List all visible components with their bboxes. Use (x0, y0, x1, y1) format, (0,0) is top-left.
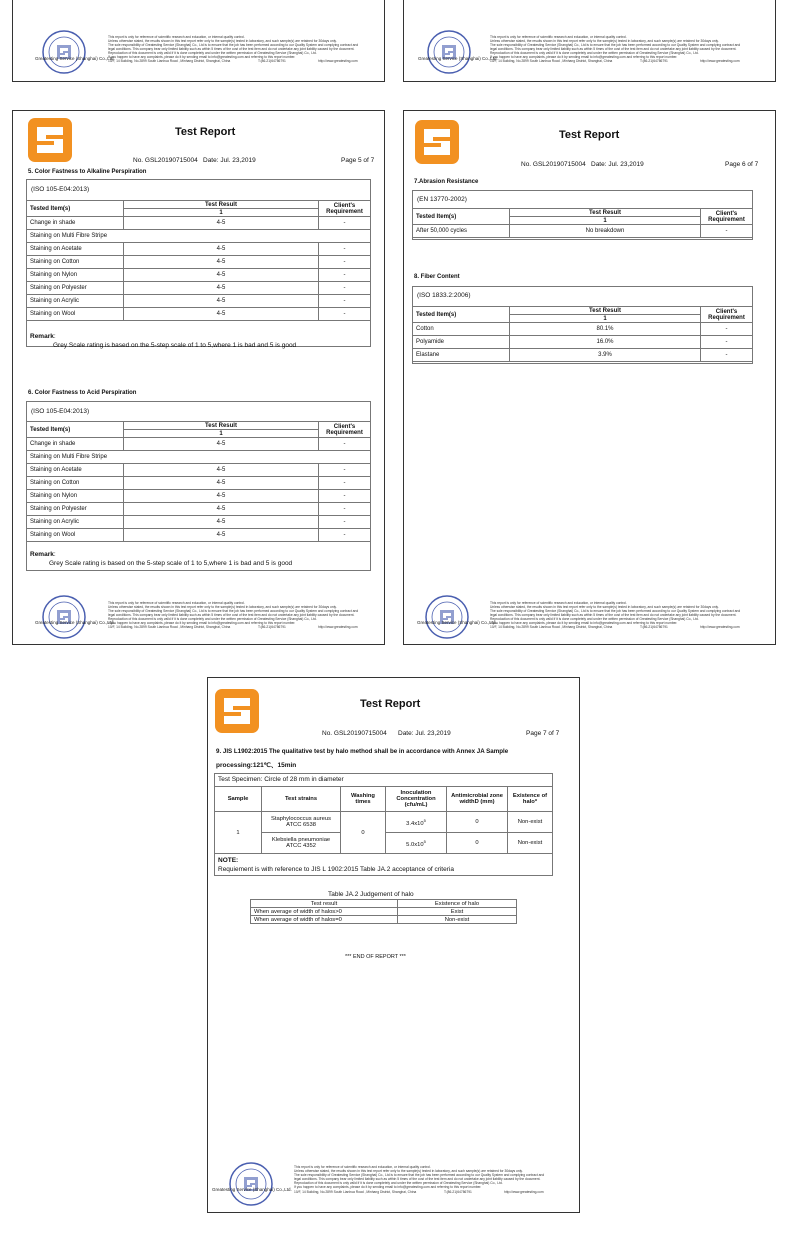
web-link[interactable]: http://www.greatesting.com (318, 625, 358, 629)
row-result: 4-5 (124, 438, 319, 451)
note-label: NOTE: (218, 857, 239, 864)
judgement-header: Existence of halo (398, 900, 517, 908)
company-name: Greatesting Service (Shanghai) Co.,Ltd. (35, 56, 115, 61)
web-link[interactable]: http://www.greatesting.com (700, 59, 740, 63)
footer-address (108, 625, 378, 629)
table-row (251, 900, 517, 908)
conc-base: 3.4x10 (406, 820, 424, 827)
row-req: - (319, 477, 371, 490)
tel-text: T:(86-21)64786791 (640, 625, 668, 629)
table-row (251, 916, 517, 924)
footer-disclaimer (108, 601, 378, 625)
footer-line: This report is only for reference of scientific research and education, or internal quality control. (294, 1165, 431, 1169)
table-row (27, 451, 371, 464)
row-req: - (319, 256, 371, 269)
row-result: 4-5 (124, 490, 319, 503)
footer-line: The sole responsibility of Greatesting Service (Shanghai) Co., Ltd is to ensure that the job has been performed according to our Quality System and complying contract and (108, 609, 359, 613)
tel-text: T:(86-21)64786791 (640, 59, 668, 63)
table-row (413, 349, 753, 362)
col-header-item: Tested Item(s) (413, 209, 510, 225)
footer-line: Unless otherwise stated, the results shown in this test report refer only to the sample(s) tested in laboratory, and such sample(s) are retained for 30days only. (294, 1169, 523, 1173)
row-req: - (319, 438, 371, 451)
row-req: - (319, 282, 371, 295)
table-row (27, 269, 371, 282)
judgement-cell: Exist (398, 908, 517, 916)
row-result: 4-5 (124, 217, 319, 230)
col-header-sub: 1 (124, 430, 319, 438)
row-item: Staining on Nylon (27, 490, 124, 503)
footer-disclaimer (490, 601, 770, 625)
page-4-bottom-left (12, 0, 385, 82)
table-row (27, 464, 371, 477)
address-text: 10/F, 14 Building, No.2899 South Lianhua Road , Minhang District, Shanghai, China (294, 1190, 417, 1194)
page-number: Page 5 of 7 (341, 157, 375, 164)
report-date: Date: Jul. 23,2019 (203, 157, 256, 164)
greatesting-logo-icon (414, 119, 460, 165)
footer-line: Unless otherwise stated, the results shown in this test report refer only to the sample(s) tested in laboratory, and such sample(s) are retained for 30days only. (108, 605, 337, 609)
footer-line: Reproduction of this document is only valid if it is done completely and under the written permission of Greatesting Service (Shanghai) Co., Ltd. (490, 617, 699, 621)
address-text: 10/F, 14 Building, No.2899 South Lianhua Road , Minhang District, Shanghai, China (490, 59, 613, 63)
footer-line: This report is only for reference of scientific research and education, or internal quality control. (490, 601, 627, 605)
remark-label: Remark: (30, 551, 56, 558)
row-result: 4-5 (124, 529, 319, 542)
table-row (27, 516, 371, 529)
row-req: - (319, 295, 371, 308)
judgement-cell: Non-exist (398, 916, 517, 924)
company-name: Greatesting Service (Shanghai) Co.,Ltd. (212, 1187, 292, 1192)
zone-cell: 0 (447, 833, 508, 854)
footer-line: Unless otherwise stated, the results shown in this test report refer only to the sample(s) tested in laboratory, and such sample(s) are retained for 30days only. (490, 39, 719, 43)
table-row (27, 308, 371, 321)
row-result: 80.1% (510, 323, 701, 336)
col-header-halo: Existence of halo* (508, 787, 553, 812)
test-standard: (ISO 105-E04:2013) (31, 186, 90, 193)
row-item: Staining on Multi Fibre Stripe (27, 451, 371, 464)
conc-exp: 5 (423, 838, 426, 844)
table-row (413, 336, 753, 349)
footer-line: Reproduction of this document is only valid if it is done completely and under the written permission of Greatesting Service (Shanghai) Co., Ltd. (490, 51, 699, 55)
section-heading: 6. Color Fastness to Acid Perspiration (28, 390, 137, 396)
results-table-7 (412, 208, 753, 238)
footer-disclaimer (490, 35, 770, 59)
tel-text: T:(86-21)64786791 (444, 1190, 472, 1194)
results-table-8 (412, 306, 753, 362)
footer-line: Unless otherwise stated, the results shown in this test report refer only to the sample(s) tested in laboratory, and such sample(s) are retained for 30days only. (108, 39, 337, 43)
col-header-washing: Washing times (341, 787, 386, 812)
page-number: Page 6 of 7 (725, 161, 759, 168)
footer-line: This report is only for reference of scientific research and education, or internal quality control. (490, 35, 627, 39)
row-item: After 50,000 cycles (413, 225, 510, 238)
judgement-table (250, 899, 517, 924)
row-req: - (701, 225, 753, 238)
page-7 (207, 677, 580, 1213)
company-name: Greatesting Service (Shanghai) Co.,Ltd. (35, 620, 115, 625)
col-header-item: Tested Item(s) (27, 201, 124, 217)
company-seal (424, 594, 470, 640)
row-req: - (319, 464, 371, 477)
col-header-client: Client's Requirement (319, 422, 371, 438)
address-text: 10/F, 14 Building, No.2899 South Lianhua Road , Minhang District, Shanghai, China (490, 625, 613, 629)
table-row (413, 225, 753, 238)
col-header-strains: Test strains (262, 787, 341, 812)
company-seal (41, 594, 87, 640)
row-req: - (319, 503, 371, 516)
col-header-sample: Sample (215, 787, 262, 812)
footer-line: If you happen to have any complaints, please do it by sending email to info@greatesting.com and referring to this report number. (108, 55, 296, 59)
web-link[interactable]: http://www.greatesting.com (504, 1190, 544, 1194)
section-heading: 7.Abrasion Resistance (414, 179, 479, 185)
row-item: Elastane (413, 349, 510, 362)
note-text: Requiement is with reference to JIS L 1902:2015 Table JA.2 acceptance of criteria (218, 866, 454, 873)
table-row (215, 812, 553, 833)
remark-label-text: Remark (30, 333, 54, 340)
row-item: Polyamide (413, 336, 510, 349)
table-row (27, 217, 371, 230)
washing-cell: 0 (341, 812, 386, 854)
report-title: Test Report (175, 126, 236, 138)
concentration-cell (386, 812, 447, 833)
footer-disclaimer (108, 35, 378, 59)
table-row (27, 295, 371, 308)
report-number: No. GSL20190715004 (521, 161, 586, 168)
test-standard: (EN 13770-2002) (417, 196, 467, 203)
col-header-result: Test Result (510, 209, 701, 217)
footer-disclaimer (294, 1165, 574, 1189)
col-header-sub: 1 (510, 315, 701, 323)
row-req: - (701, 349, 753, 362)
col-header-sub: 1 (124, 209, 319, 217)
footer-address (490, 59, 770, 63)
footer-line: If you happen to have any complaints, please do it by sending email to info@greatesting.com and referring to this report number. (294, 1185, 482, 1189)
row-result: 4-5 (124, 269, 319, 282)
row-item: Staining on Nylon (27, 269, 124, 282)
table-row (27, 529, 371, 542)
sample-cell: 1 (215, 812, 262, 854)
col-header-result: Test Result (124, 201, 319, 209)
row-item: Staining on Acetate (27, 464, 124, 477)
strain-cell: Staphylococcus aureus ATCC 6538 (262, 812, 341, 833)
row-result: 4-5 (124, 282, 319, 295)
section-heading: 5. Color Fastness to Alkaline Perspiration (28, 169, 147, 175)
footer-line: The sole responsibility of Greatesting Service (Shanghai) Co., Ltd is to ensure that the job has been performed according to our Quality System and complying contract and (490, 609, 741, 613)
greatesting-logo-icon (27, 117, 73, 163)
halo-cell: Non-exist (508, 812, 553, 833)
table-row (27, 256, 371, 269)
end-of-report: *** END OF REPORT *** (345, 954, 406, 960)
footer-line: This report is only for reference of scientific research and education, or internal quality control. (108, 35, 245, 39)
remark-text: Grey Scale rating is based on the 5-step scale of 1 to 5,where 1 is bad and 5 is good (49, 560, 293, 567)
report-date: Date: Jul. 23,2019 (591, 161, 644, 168)
web-link[interactable]: http://www.greatesting.com (318, 59, 358, 63)
col-header-item: Tested Item(s) (413, 307, 510, 323)
page-5-bottom-right (403, 0, 776, 82)
test-specimen: Test Specimen: Circle of 28 mm in diameter (218, 776, 344, 783)
footer-line: Reproduction of this document is only valid if it is done completely and under the written permission of Greatesting Service (Shanghai) Co., Ltd. (294, 1181, 503, 1185)
row-result: 16.0% (510, 336, 701, 349)
row-item: Change in shade (27, 217, 124, 230)
table-row (27, 503, 371, 516)
row-result: 4-5 (124, 477, 319, 490)
row-req: - (319, 516, 371, 529)
remark-label: Remark: (30, 333, 56, 340)
footer-line: Unless otherwise stated, the results shown in this test report refer only to the sample(s) tested in laboratory, and such sample(s) are retained for 30days only. (490, 605, 719, 609)
judgement-title: Table JA.2 Judgement of halo (328, 891, 414, 898)
row-item: Staining on Cotton (27, 477, 124, 490)
web-link[interactable]: http://www.greatesting.com (700, 625, 740, 629)
footer-line: legal conditions. This company bear only limited liability such as within 5 times of the cost of the test item and do not undertake any joint liability caused by the document. (294, 1177, 541, 1181)
company-name: Greatesting Service (Shanghai) Co.,Ltd. (417, 620, 497, 625)
row-req: - (319, 308, 371, 321)
row-req: - (319, 217, 371, 230)
footer-line: If you happen to have any complaints, please do it by sending email to info@greatesting.com and referring to this report number. (490, 621, 678, 625)
address-text: 10/F, 14 Building, No.2899 South Lianhua Road , Minhang District, Shanghai, China (108, 59, 231, 63)
test-standard: (ISO 105-E04:2013) (31, 408, 90, 415)
row-req: - (319, 243, 371, 256)
judgement-cell: When average of width of halos>0 (251, 908, 398, 916)
halo-cell: Non-exist (508, 833, 553, 854)
section-heading: 8. Fiber Content (414, 274, 460, 280)
page-5 (12, 110, 385, 645)
tel-text: T:(86-21)64786791 (258, 625, 286, 629)
tel-text: T:(86-21)64786791 (258, 59, 286, 63)
footer-line: If you happen to have any complaints, please do it by sending email to info@greatesting.com and referring to this report number. (108, 621, 296, 625)
row-req: - (319, 529, 371, 542)
report-title: Test Report (559, 129, 620, 141)
row-req: - (319, 490, 371, 503)
row-result: 4-5 (124, 464, 319, 477)
col-header-client: Client's Requirement (701, 209, 753, 225)
row-item: Staining on Wool (27, 529, 124, 542)
strain-cell: Klebsiella pneumoniae ATCC 4352 (262, 833, 341, 854)
address-text: 10/F, 14 Building, No.2899 South Lianhua Road , Minhang District, Shanghai, China (108, 625, 231, 629)
footer-line: This report is only for reference of scientific research and education, or internal quality control. (108, 601, 245, 605)
table-row (27, 243, 371, 256)
footer-line: The sole responsibility of Greatesting Service (Shanghai) Co., Ltd is to ensure that the job has been performed according to our Quality System and complying contract and (108, 43, 359, 47)
col-header-client: Client's Requirement (701, 307, 753, 323)
results-table-5 (26, 200, 371, 321)
zone-cell: 0 (447, 812, 508, 833)
footer-line: legal conditions. This company bear only limited liability such as within 5 times of the cost of the test item and do not undertake any joint liability caused by the document. (108, 47, 355, 51)
footer-line: Reproduction of this document is only valid if it is done completely and under the written permission of Greatesting Service (Shanghai) Co., Ltd. (108, 51, 317, 55)
row-item: Staining on Acetate (27, 243, 124, 256)
conc-exp: 5 (423, 817, 426, 823)
footer-address (108, 59, 378, 63)
row-result: 4-5 (124, 295, 319, 308)
table-row (27, 477, 371, 490)
section-heading-processing: processing:121℃、15min (216, 762, 297, 769)
table-row (27, 438, 371, 451)
footer-line: The sole responsibility of Greatesting Service (Shanghai) Co., Ltd is to ensure that the job has been performed according to our Quality System and complying contract and (294, 1173, 545, 1177)
remark-label-text: Remark (30, 551, 54, 558)
col-header-sub: 1 (510, 217, 701, 225)
row-result: 4-5 (124, 243, 319, 256)
footer-line: legal conditions. This company bear only limited liability such as within 5 times of the cost of the test item and do not undertake any joint liability caused by the document. (490, 613, 737, 617)
row-item: Staining on Cotton (27, 256, 124, 269)
footer-line: legal conditions. This company bear only limited liability such as within 5 times of the cost of the test item and do not undertake any joint liability caused by the document. (490, 47, 737, 51)
section-heading: 9. JIS L1902:2015 The qualitative test by halo method shall be in accordance with Annex JA Sample (216, 748, 509, 755)
results-table-6 (26, 421, 371, 542)
remark-text: Grey Scale rating is based on the 5-step scale of 1 to 5,where 1 is bad and 5 is good (53, 342, 297, 349)
col-header-result: Test Result (510, 307, 701, 315)
judgement-header: Test result (251, 900, 398, 908)
report-number: No. GSL20190715004 (133, 157, 198, 164)
report-date: Date: Jul. 23,2019 (398, 730, 451, 737)
table-row (413, 323, 753, 336)
row-result: 4-5 (124, 516, 319, 529)
page-number: Page 7 of 7 (526, 730, 560, 737)
row-req: - (701, 336, 753, 349)
row-item: Staining on Acrylic (27, 295, 124, 308)
row-item: Staining on Acrylic (27, 516, 124, 529)
col-header-zone: Antimicrobial zone widthD (mm) (447, 787, 508, 812)
col-header-concentration: Inoculation Concentration (cfu/mL) (386, 787, 447, 812)
row-item: Change in shade (27, 438, 124, 451)
footer-line: Reproduction of this document is only valid if it is done completely and under the written permission of Greatesting Service (Shanghai) Co., Ltd. (108, 617, 317, 621)
col-header-client: Client's Requirement (319, 201, 371, 217)
test-standard: (ISO 1833.2:2006) (417, 292, 471, 299)
table-row (251, 908, 517, 916)
concentration-cell (386, 833, 447, 854)
row-req: - (319, 269, 371, 282)
company-seal (426, 29, 472, 75)
row-item: Staining on Multi Fibre Stripe (27, 230, 371, 243)
row-req: - (701, 323, 753, 336)
col-header-result: Test Result (124, 422, 319, 430)
table-row (27, 490, 371, 503)
row-item: Staining on Polyester (27, 503, 124, 516)
row-item: Staining on Polyester (27, 282, 124, 295)
row-result: 4-5 (124, 256, 319, 269)
row-result: No breakdown (510, 225, 701, 238)
row-result: 4-5 (124, 503, 319, 516)
footer-line: legal conditions. This company bear only limited liability such as within 5 times of the cost of the test item and do not undertake any joint liability caused by the document. (108, 613, 355, 617)
table-row (27, 230, 371, 243)
conc-base: 5.0x10 (406, 841, 424, 848)
row-item: Cotton (413, 323, 510, 336)
footer-address (294, 1190, 574, 1194)
footer-line: The sole responsibility of Greatesting Service (Shanghai) Co., Ltd is to ensure that the job has been performed according to our Quality System and complying contract and (490, 43, 741, 47)
company-name: Greatesting Service (Shanghai) Co.,Ltd. (418, 56, 498, 61)
company-seal (41, 29, 87, 75)
page-6 (403, 110, 776, 645)
footer-line: If you happen to have any complaints, please do it by sending email to info@greatesting.com and referring to this report number. (490, 55, 678, 59)
table-row (27, 282, 371, 295)
footer-address (490, 625, 770, 629)
row-result: 4-5 (124, 308, 319, 321)
greatesting-logo-icon (214, 688, 260, 734)
report-title: Test Report (360, 698, 421, 710)
halo-results-table (214, 786, 553, 854)
company-seal (228, 1161, 274, 1207)
row-result: 3.9% (510, 349, 701, 362)
judgement-cell: When average of width of halos=0 (251, 916, 398, 924)
row-item: Staining on Wool (27, 308, 124, 321)
report-number: No. GSL20190715004 (322, 730, 387, 737)
col-header-item: Tested Item(s) (27, 422, 124, 438)
